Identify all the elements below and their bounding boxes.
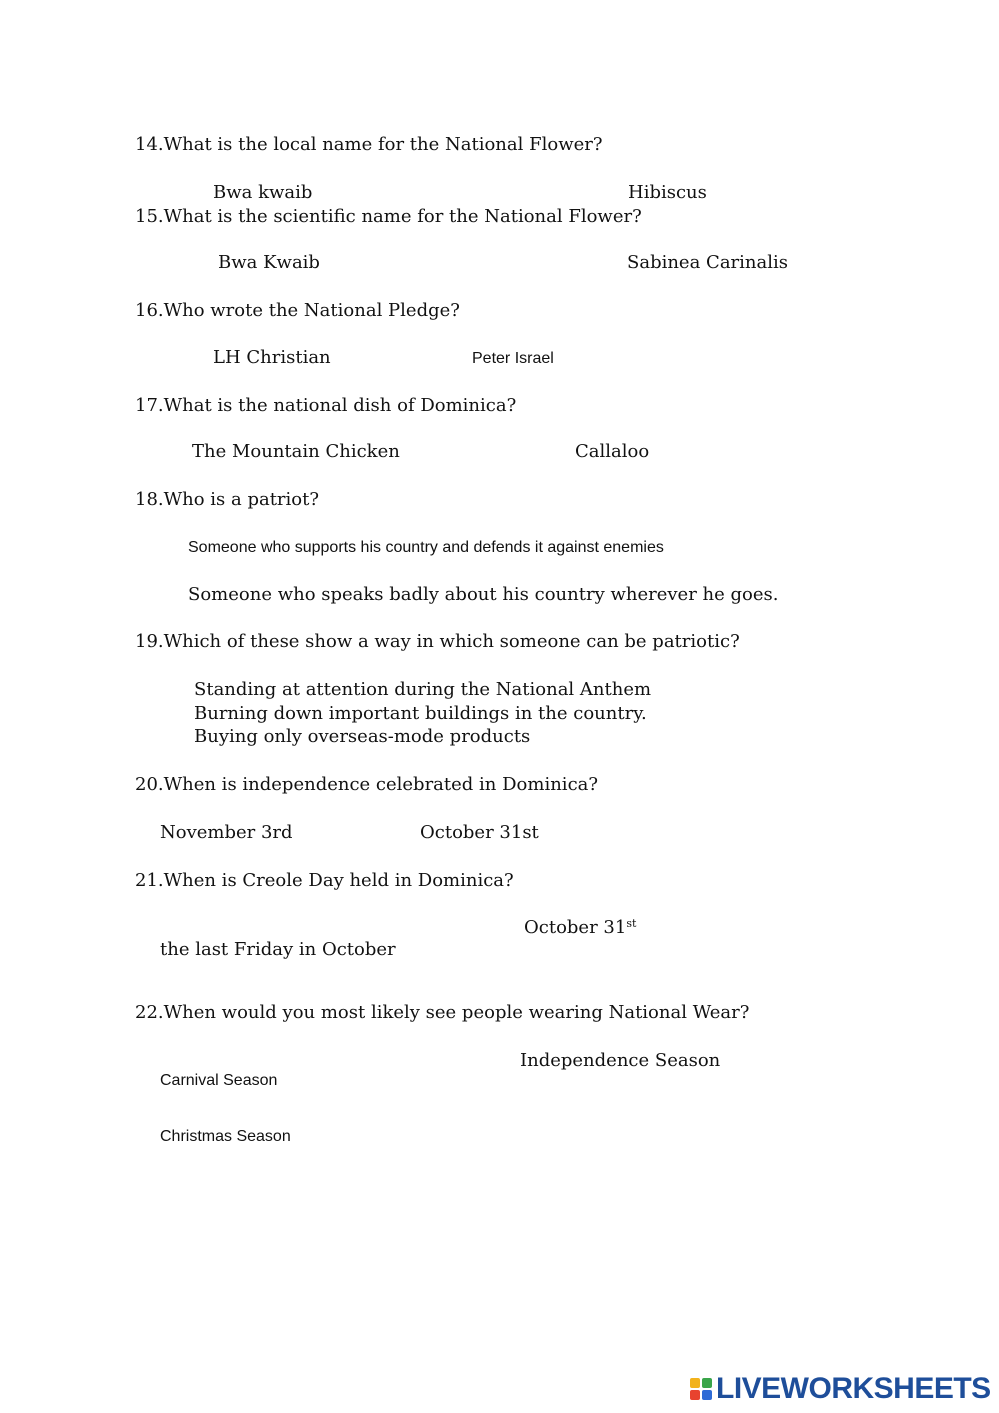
q16-option-1[interactable]: LH Christian bbox=[213, 347, 331, 368]
q19-option-3[interactable]: Buying only overseas-mode products bbox=[194, 726, 531, 747]
q18-option-2[interactable]: Someone who speaks badly about his country wherever he goes. bbox=[188, 584, 779, 605]
logo-square-4 bbox=[702, 1390, 712, 1400]
q20-option-2[interactable]: October 31st bbox=[420, 822, 539, 843]
q16-option-2[interactable]: Peter Israel bbox=[472, 350, 554, 367]
question-22: 22.When would you most likely see people wearing National Wear? bbox=[135, 1002, 750, 1023]
question-21: 21.When is Creole Day held in Dominica? bbox=[135, 870, 514, 891]
q21-option-2[interactable]: the last Friday in October bbox=[160, 939, 396, 960]
q15-option-2[interactable]: Sabinea Carinalis bbox=[627, 252, 788, 273]
liveworksheets-logo bbox=[690, 1372, 991, 1406]
question-18: 18.Who is a patriot? bbox=[135, 489, 320, 510]
question-15: 15.What is the scientific name for the National Flower? bbox=[135, 206, 642, 227]
q19-option-1[interactable]: Standing at attention during the National Anthem bbox=[194, 679, 652, 700]
q17-option-1[interactable]: The Mountain Chicken bbox=[192, 441, 400, 462]
logo-text: LIVEWORKSHEETS bbox=[716, 1372, 991, 1405]
question-16: 16.Who wrote the National Pledge? bbox=[135, 300, 460, 321]
q14-option-1[interactable]: Bwa kwaib bbox=[213, 182, 313, 203]
logo-square-2 bbox=[702, 1378, 712, 1388]
q19-option-2[interactable]: Burning down important buildings in the country. bbox=[194, 703, 647, 724]
question-20: 20.When is independence celebrated in Dominica? bbox=[135, 774, 599, 795]
q18-option-1[interactable]: Someone who supports his country and defends it against enemies bbox=[188, 539, 664, 556]
q22-option-3[interactable]: Christmas Season bbox=[160, 1128, 291, 1145]
logo-square-1 bbox=[690, 1378, 700, 1388]
q21-option-1[interactable] bbox=[524, 917, 636, 939]
q15-option-1[interactable]: Bwa Kwaib bbox=[218, 252, 320, 273]
logo-mark-icon bbox=[690, 1378, 712, 1400]
q22-option-2[interactable]: Carnival Season bbox=[160, 1072, 278, 1089]
logo-square-3 bbox=[690, 1390, 700, 1400]
question-14: 14.What is the local name for the National Flower? bbox=[135, 134, 603, 155]
q17-option-2[interactable]: Callaloo bbox=[575, 441, 650, 462]
q14-option-2[interactable]: Hibiscus bbox=[628, 182, 707, 203]
q21-option-1-label: October 31 bbox=[524, 917, 627, 938]
q20-option-1[interactable]: November 3rd bbox=[160, 822, 293, 843]
q22-option-1[interactable]: Independence Season bbox=[520, 1050, 721, 1071]
question-17: 17.What is the national dish of Dominica? bbox=[135, 395, 517, 416]
question-19: 19.Which of these show a way in which someone can be patriotic? bbox=[135, 631, 740, 652]
q21-option-1-suffix: st bbox=[626, 917, 637, 930]
